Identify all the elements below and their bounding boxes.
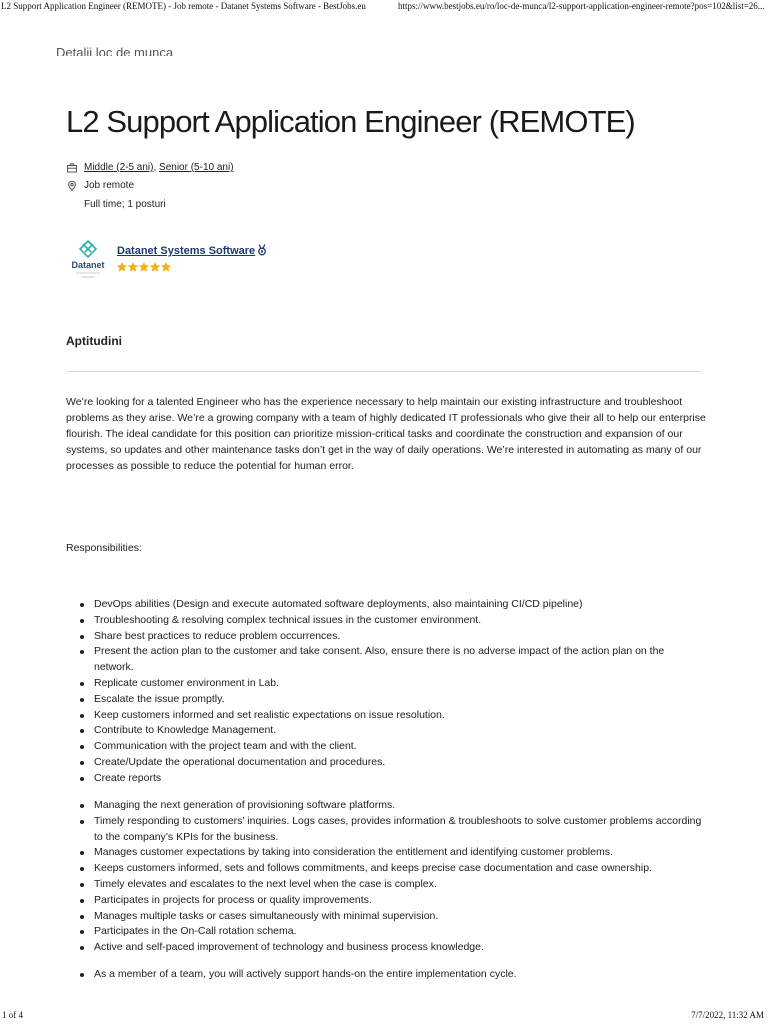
list-item: Managing the next generation of provisioning software platforms. bbox=[94, 798, 706, 814]
list-item: Participates in the On-Call rotation schema. bbox=[94, 924, 706, 940]
company-logo-mark bbox=[66, 238, 110, 282]
list-item: Present the action plan to the customer and take consent. Also, ensure there is no adverse impact of the action plan on the network. bbox=[94, 644, 706, 676]
print-header-url: https://www.bestjobs.eu/ro/loc-de-munca/l2-support-application-engineer-remote?pos=102&list=26... bbox=[398, 1, 765, 11]
list-item: Create/Update the operational documentation and procedures. bbox=[94, 755, 706, 771]
award-badge-icon bbox=[256, 244, 268, 256]
list-item: Share best practices to reduce problem occurrences. bbox=[94, 629, 706, 645]
list-item: Escalate the issue promptly. bbox=[94, 692, 706, 708]
list-item: Troubleshooting & resolving complex technical issues in the customer environment. bbox=[94, 613, 706, 629]
company-name-link[interactable]: Datanet Systems Software bbox=[117, 245, 256, 257]
list-item: Replicate customer environment in Lab. bbox=[94, 676, 706, 692]
section-divider bbox=[66, 371, 702, 372]
team-list bbox=[94, 967, 706, 983]
company-rating bbox=[117, 262, 171, 272]
list-item: As a member of a team, you will actively support hands-on the entire implementation cycle. bbox=[94, 967, 706, 983]
skills-heading: Aptitudini bbox=[66, 334, 122, 348]
star-icon bbox=[161, 262, 171, 272]
company-logo[interactable] bbox=[66, 238, 110, 282]
briefcase-icon bbox=[67, 163, 77, 173]
level-link-senior[interactable]: Senior (5-10 ani) bbox=[159, 162, 234, 173]
list-item: Communication with the project team and with the client. bbox=[94, 739, 706, 755]
job-description: We’re looking for a talented Engineer who has the experience necessary to help maintain our existing infrastructure and troubleshoot problems as they arise. We’re a growing company with a team of highly dedicated IT professionals who give their all to help our enterprise flourish. The ideal candidate for this position can prioritize mission-critical tasks and coordinate the construction and expansion of our systems, so updates and other maintenance tasks don’t get in the way of daily operations. We’re interested in automating as many of our processes as possible to reduce the potential for human error. bbox=[66, 396, 706, 472]
duties-list bbox=[94, 798, 706, 956]
list-item: Active and self-paced improvement of technology and business process knowledge. bbox=[94, 940, 706, 956]
company-logo-text: Datanet bbox=[71, 260, 105, 270]
responsibilities-label: Responsibilities: bbox=[66, 542, 142, 554]
list-item: Timely elevates and escalates to the next level when the case is complex. bbox=[94, 877, 706, 893]
list-item: Create reports bbox=[94, 771, 706, 787]
star-icon bbox=[150, 262, 160, 272]
employment-type: Full time; 1 posturi bbox=[84, 199, 166, 210]
star-icon bbox=[117, 262, 127, 272]
list-item: Keeps customers informed, sets and follows commitments, and keeps precise case documentation and case ownership. bbox=[94, 861, 706, 877]
list-item: Manages multiple tasks or cases simultaneously with minimal supervision. bbox=[94, 909, 706, 925]
list-item: Timely responding to customers’ inquiries. Logs cases, provides information & troubleshoots to solve customer problems according to the company’s KPIs for the business. bbox=[94, 814, 706, 846]
list-item: Keep customers informed and set realistic expectations on issue resolution. bbox=[94, 708, 706, 724]
job-title: L2 Support Application Engineer (REMOTE) bbox=[66, 104, 635, 139]
page-number: 1 of 4 bbox=[2, 1010, 23, 1020]
list-item: Contribute to Knowledge Management. bbox=[94, 723, 706, 739]
map-pin-icon bbox=[67, 181, 77, 191]
list-item: DevOps abilities (Design and execute automated software deployments, also maintaining CI/CD pipeline) bbox=[94, 597, 706, 613]
level-separator: , bbox=[153, 162, 160, 173]
print-header-title: L2 Support Application Engineer (REMOTE) - Job remote - Datanet Systems Software - BestJobs.eu bbox=[1, 1, 366, 11]
list-item: Participates in projects for process or quality improvements. bbox=[94, 893, 706, 909]
print-footer bbox=[0, 1010, 768, 1024]
print-header bbox=[0, 0, 768, 14]
star-icon bbox=[139, 262, 149, 272]
level-link-middle[interactable]: Middle (2-5 ani) bbox=[84, 162, 154, 173]
location-row bbox=[67, 180, 134, 191]
location-text: Job remote bbox=[84, 180, 135, 191]
list-item: Manages customer expectations by taking into consideration the entitlement and identifying customer problems. bbox=[94, 845, 706, 861]
responsibilities-list bbox=[94, 597, 706, 787]
job-details-tab[interactable]: Detalii loc de munca bbox=[56, 45, 174, 56]
print-datetime: 7/7/2022, 11:32 AM bbox=[691, 1010, 764, 1020]
star-icon bbox=[128, 262, 138, 272]
experience-level-row bbox=[67, 162, 234, 173]
